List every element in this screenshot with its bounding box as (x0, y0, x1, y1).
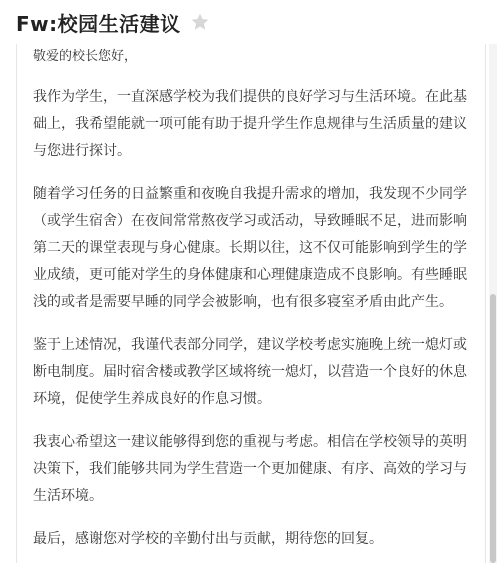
star-outline-icon[interactable] (191, 13, 209, 31)
email-paragraph: 鉴于上述情况，我谨代表部分同学，建议学校考虑实施晚上统一熄灯或断电制度。届时宿舍楼或教学区域将统一熄灯，以营造一个良好的休息环境，促使学生养成良好的作息习惯。 (33, 337, 467, 407)
email-paragraph: 最后，感谢您对学校的辛勤付出与贡献，期待您的回复。 (33, 531, 383, 547)
email-greeting: 敬爱的校长您好， (33, 49, 138, 64)
email-header (0, 0, 499, 44)
email-paragraph: 随着学习任务的日益繁重和夜晚自我提升需求的增加，我发现不少同学（或学生宿舍）在夜间常常熬夜学习或活动，导致睡眠不足，进而影响第二天的课堂表现与身心健康。长期以往，这不仅可能影响到学生的学业成绩，更可能对学生的身体健康和心理健康造成不良影响。有些睡眠浅的或者是需要早睡的同学会被影响，也有很多寝室矛盾由此产生。 (33, 186, 467, 310)
email-paragraph: 我作为学生，一直深感学校为我们提供的良好学习与生活环境。在此基础上，我希望能就一项可能有助于提升学生作息规律与生活质量的建议与您进行探讨。 (33, 89, 467, 159)
scrollbar-thumb[interactable] (490, 294, 496, 563)
email-subject-title: Fw:校园生活建议 (16, 11, 181, 36)
email-body (16, 44, 486, 563)
vertical-scrollbar[interactable] (489, 44, 497, 563)
email-content (33, 44, 473, 563)
email-paragraph: 我衷心希望这一建议能够得到您的重视与考虑。相信在学校领导的英明决策下，我们能够共同为学生营造一个更加健康、有序、高效的学习与生活环境。 (33, 434, 467, 504)
